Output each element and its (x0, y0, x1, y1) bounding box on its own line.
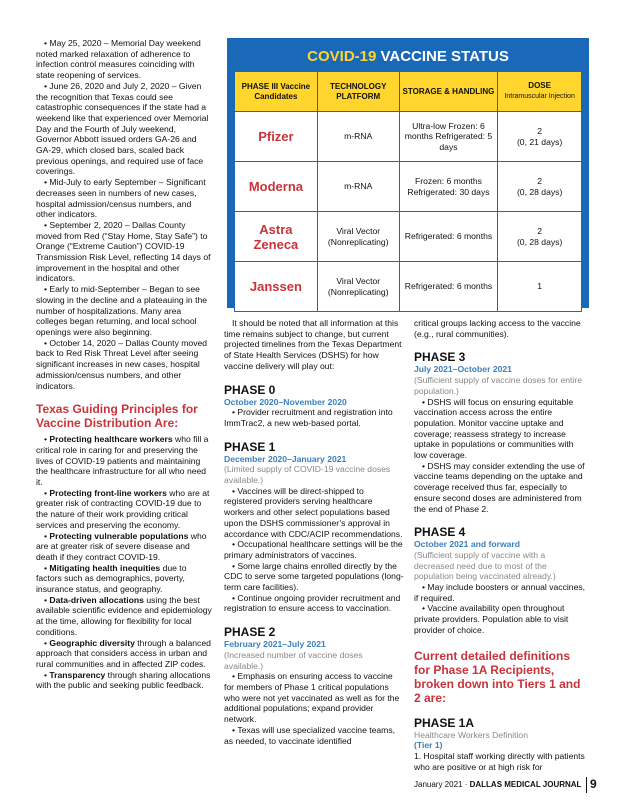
phase-bullet: • Emphasis on ensuring access to vaccine for members of Phase 1 critical populations who were not yet vaccinated as well as for the additional populations; expand provider network. (224, 671, 404, 725)
storage-cell: Refrigerated: 6 months (399, 262, 498, 312)
storage-cell: Refrigerated: 6 months (399, 212, 498, 262)
header-storage: STORAGE & HANDLING (399, 72, 498, 112)
candidate-name: Pfizer (235, 112, 318, 162)
phase-bullet: • DSHS may consider extending the use of vaccine teams depending on the uptake and coverage received thus far, especially to ensure second doses are administered from the end of Phase 2. (414, 461, 586, 515)
storage-cell: Frozen: 6 months Refrigerated: 30 days (399, 162, 498, 212)
phase-dates: October 2020–November 2020 (224, 396, 347, 407)
timeline-item: • October 14, 2020 – Dallas County moved back to Red Risk Threat Level after seeing significant increases in new cases, hospital admission/census numbers, and other indicators. (36, 338, 212, 392)
phase-title: PHASE 1A (414, 715, 475, 730)
dose-cell: 2 (0, 28 days) (498, 162, 582, 212)
dose-cell: 1 (498, 262, 582, 312)
vaccine-status-table (234, 71, 582, 312)
principle-item: • Data-driven allocations using the best available scientific evidence and epidemiology at the time, allowing for flexibility for local conditions. (36, 595, 212, 638)
principle-item: • Transparency through sharing allocations with the public and seeking public feedback. (36, 670, 212, 691)
storage-cell: Ultra-low Frozen: 6 months Refrigerated: 5 days (399, 112, 498, 162)
phase-title: PHASE 0 (224, 382, 276, 397)
table-header-row (235, 72, 582, 112)
candidate-name: Astra Zeneca (235, 212, 318, 262)
dose-cell: 2 (0, 28 days) (498, 212, 582, 262)
continued-text: critical groups lacking access to the vaccine (e.g., rural communities). (414, 318, 581, 339)
right-column (414, 318, 586, 772)
platform-cell: m-RNA (317, 162, 399, 212)
definition-item: 1. Hospital staff working directly with patients who are positive or at high risk for (414, 750, 585, 772)
phase-bullet: • Vaccine availability open throughout private providers. Population able to visit provider of choice. (414, 603, 586, 635)
footer-month: January 2021 (414, 780, 463, 789)
platform-cell: Viral Vector (Nonreplicating) (317, 262, 399, 312)
intro-text: It should be noted that all information at this time remains subject to change, but current projected timelines from the Texas Department of State Health Services (DSHS) for how vaccine delivery will play out: (224, 318, 402, 371)
left-column (36, 38, 212, 691)
principle-item: • Protecting front-line workers who are at greater risk of contracting COVID-19 due to the nature of their work providing critical services and preserving the economy. (36, 488, 212, 531)
dose-cell: 2 (0, 21 days) (498, 112, 582, 162)
tier-label: (Tier 1) (414, 740, 443, 751)
phase-dates: December 2020–January 2021 (224, 453, 347, 464)
candidate-name: Moderna (235, 162, 318, 212)
header-platform: TECHNOLOGY PLATFORM (317, 72, 399, 112)
timeline-item: • June 26, 2020 and July 2, 2020 – Given the recognition that Texas could see catastrophic consequences if the state had a weekend like that experienced over Memorial Day and the Fourth of July weekend, Governor Abbott issued orders GA-26 and GA-29, which closed bars, scaled back previous openings, and required use of face coverings. (36, 81, 212, 177)
phase-bullet: • May include boosters or annual vaccines, if required. (414, 582, 586, 603)
phase-bullet: • DSHS will focus on ensuring equitable vaccination access across the entire population. Monitor vaccine uptake and coverage; reassess strategy to increase uptake in populations or communities with low coverage. (414, 397, 586, 461)
principles-heading: Texas Guiding Principles for Vaccine Distribution Are: (36, 402, 198, 431)
middle-column (224, 318, 404, 746)
phase-note: (Increased number of vaccine doses available.) (224, 649, 363, 671)
timeline-item: • Mid-July to early September – Significant decreases seen in numbers of new cases, hospital admission/census numbers, and other indicators. (36, 177, 212, 220)
table-row (235, 162, 582, 212)
platform-cell: Viral Vector (Nonreplicating) (317, 212, 399, 262)
header-candidates: PHASE III Vaccine Candidates (235, 72, 318, 112)
phase-bullet: • Some large chains enrolled directly by the CDC to serve some targeted populations (long-term care facilities). (224, 561, 404, 593)
phase-note: (Limited supply of COVID-19 vaccine doses available.) (224, 464, 391, 486)
table-row (235, 112, 582, 162)
candidate-name: Janssen (235, 262, 318, 312)
principle-item: • Protecting healthcare workers who fill a critical role in caring for and preserving the lives of COVID-19 patients and maintaining the healthcare infrastructure for all who need it. (36, 434, 212, 488)
phase-bullet: • Continue ongoing provider recruitment and registration to ensure access to vaccination. (224, 593, 404, 614)
principle-item: • Mitigating health inequities due to factors such as demographics, poverty, insurance status, and geography. (36, 563, 212, 595)
page-footer: January 2021 · DALLAS MEDICAL JOURNAL (414, 780, 582, 789)
phase-title: PHASE 2 (224, 625, 276, 640)
table-row (235, 262, 582, 312)
phase-dates: February 2021–July 2021 (224, 639, 326, 650)
phase-subtitle: Healthcare Workers Definition (414, 729, 528, 740)
principle-item: • Protecting vulnerable populations who are at greater risk of severe disease and death if they contract COVID-19. (36, 531, 212, 563)
timeline-item: • May 25, 2020 – Memorial Day weekend noted marked relaxation of adherence to infection control measures coinciding with state reopening of services. (36, 38, 212, 81)
footer-journal: DALLAS MEDICAL JOURNAL (469, 780, 582, 789)
definitions-heading: Current detailed definitions for Phase 1A Recipients, broken down into Tiers 1 and 2 are: (414, 648, 581, 705)
phase-title: PHASE 3 (414, 350, 466, 365)
phase-note: (Sufficient supply of vaccine with a decreased need due to most of the population being vaccinated already.) (414, 549, 556, 582)
table-row (235, 212, 582, 262)
timeline-item: • Early to mid-September – Began to see slowing in the decline and a plateauing in the number of hospitalizations. Many area colleges began returning, and local school openings were also beginning. (36, 284, 212, 338)
phase-dates: July 2021–October 2021 (414, 364, 512, 375)
phase-dates: October 2021 and forward (414, 539, 521, 550)
header-dose: DOSE Intramuscular Injection (498, 72, 582, 112)
phase-title: PHASE 4 (414, 525, 466, 540)
platform-cell: m-RNA (317, 112, 399, 162)
page-number: 9 (590, 777, 597, 791)
phase-bullet: • Provider recruitment and registration into ImmTrac2, a new web-based portal. (224, 407, 404, 428)
principle-item: • Geographic diversity through a balanced approach that considers access in urban and rural communities and in affected ZIP codes. (36, 638, 212, 670)
footer-divider (586, 777, 587, 793)
vaccine-status-title: COVID-19 VACCINE STATUS (307, 48, 509, 65)
vaccine-status-box (227, 38, 589, 308)
phase-title: PHASE 1 (224, 439, 276, 454)
phase-note: (Sufficient supply of vaccine doses for entire population.) (414, 375, 582, 396)
timeline-item: • September 2, 2020 – Dallas County moved from Red (“Stay Home, Stay Safe”) to Orange (“Extreme Caution”) COVID-19 Transmission Risk Level, reflecting 14 days of improvement in the hospital and other indicators. (36, 220, 212, 284)
phase-bullet: • Vaccines will be direct-shipped to registered providers serving healthcare workers and other select populations based upon the DSHS commissioner’s approval in accordance with CDC/ACIP recommendations. (224, 486, 404, 540)
phase-bullet: • Texas will use specialized vaccine teams, as needed, to vaccinate identified (224, 725, 404, 746)
phase-bullet: • Occupational healthcare settings will be the primary administrators of vaccines. (224, 539, 404, 560)
